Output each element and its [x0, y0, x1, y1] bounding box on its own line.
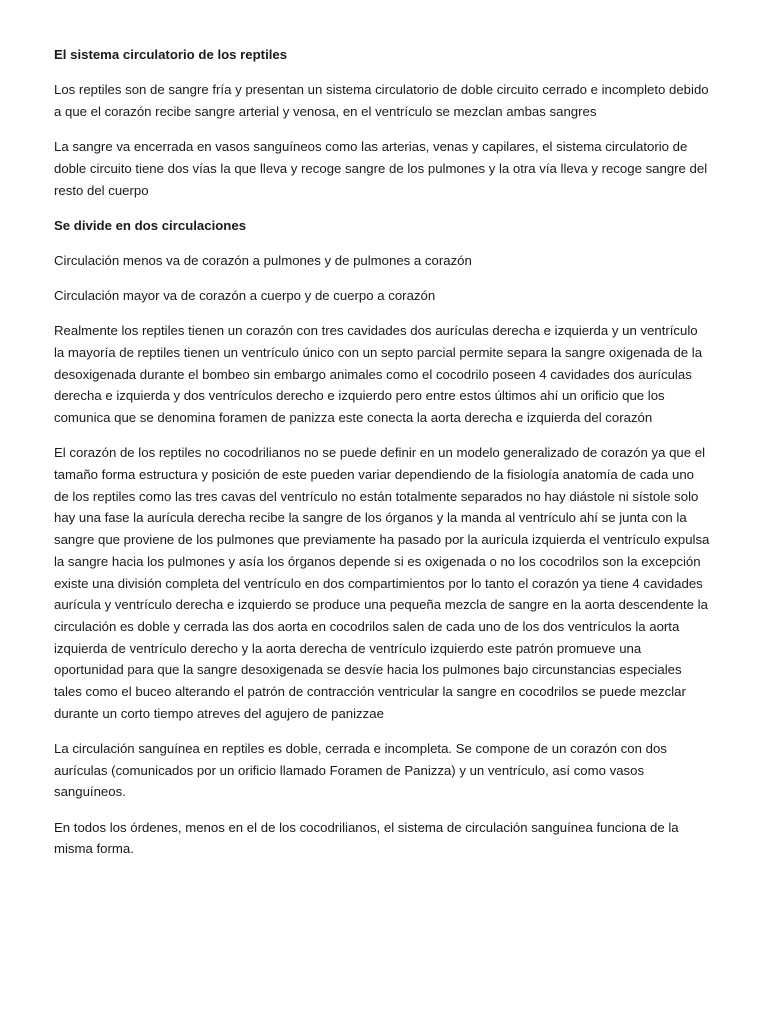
- document-page: [54, 44, 710, 874]
- paragraph-major-circulation: Circulación mayor va de corazón a cuerpo y de cuerpo a corazón: [54, 288, 436, 304]
- document-title: El sistema circulatorio de los reptiles: [54, 47, 288, 62]
- paragraph-heart-cavities: Realmente los reptiles tienen un corazón con tres cavidades dos aurículas derecha e izquierda y un ventrículo la mayoría de reptiles tienen un ventrículo único con un septo parcial permite separa la sangre oxigenada de la desoxigenada durante el bombeo sin embargo animales como el cocodrilo poseen 4 cavidades dos aurículas derecha e izquierda y dos ventrículos derecho e izquierdo pero entre estos últimos ahí un orificio que los comunica que se denomina foramen de panizza este conecta la aorta derecha e izquierda del corazón: [54, 323, 703, 426]
- paragraph-summary: La circulación sanguínea en reptiles es doble, cerrada e incompleta. Se compone de un corazón con dos aurículas (comunicados por un orificio llamado Foramen de Panizza) y un ventrículo, así como vasos sanguíneos.: [54, 740, 667, 800]
- section-heading: Se divide en dos circulaciones: [54, 217, 247, 233]
- paragraph-orders: En todos los órdenes, menos en el de los cocodrilianos, el sistema de circulación sanguínea funciona de la misma forma.: [54, 819, 679, 857]
- paragraph-intro: Los reptiles son de sangre fría y presentan un sistema circulatorio de doble circuito cerrado e incompleto debido a que el corazón recibe sangre arterial y venosa, en el ventrículo se mezclan ambas sangres: [54, 82, 709, 119]
- paragraph-minor-circulation: Circulación menos va de corazón a pulmones y de pulmones a corazón: [54, 252, 472, 268]
- paragraph-non-crocodilian-heart: El corazón de los reptiles no cocodrilianos no se puede definir en un modelo generalizado de corazón ya que el tamaño forma estructura y posición de este pueden variar dependiendo de la fisiología anatomía de cada uno de los reptiles como las tres cavas del ventrículo no están totalmente separados no hay diástole ni sístole solo hay una fase la aurícula derecha recibe la sangre de los órganos y la manda al ventrículo ahí se junta con la sangre que proviene de los pulmones que previamente ha pasado por la aurícula izquierda el ventrículo expulsa la sangre hacia los pulmones y asía los órganos depende si es oxigenada o no los cocodrilos son la excepción existe una división completa del ventrículo en dos compartimientos por lo tanto el corazón ya tiene 4 cavidades aurícula y ventrículo derecha e izquierdo se produce una pequeña mezcla de sangre en la aorta descendente la circulación es doble y cerrada las dos aorta en cocodrilos salen de cada uno de los dos ventrículos la aorta izquierda de ventrículo derecho y la aorta derecha de ventrículo izquierdo este patrón promueve una oportunidad para que la sangre desoxigenada se desvíe hacia los pulmones bajo circunstancias especiales tales como el buceo alterando el patrón de contracción ventricular la sangre en cocodrilos se puede mezclar durante un corto tiempo atreves del agujero de panizzae: [54, 445, 710, 721]
- paragraph-vessels: La sangre va encerrada en vasos sanguíneos como las arterias, venas y capilares, el sistema circulatorio de doble circuito tiene dos vías la que lleva y recoge sangre de los pulmones y la otra vía lleva y recoge sangre del resto del cuerpo: [54, 139, 708, 198]
